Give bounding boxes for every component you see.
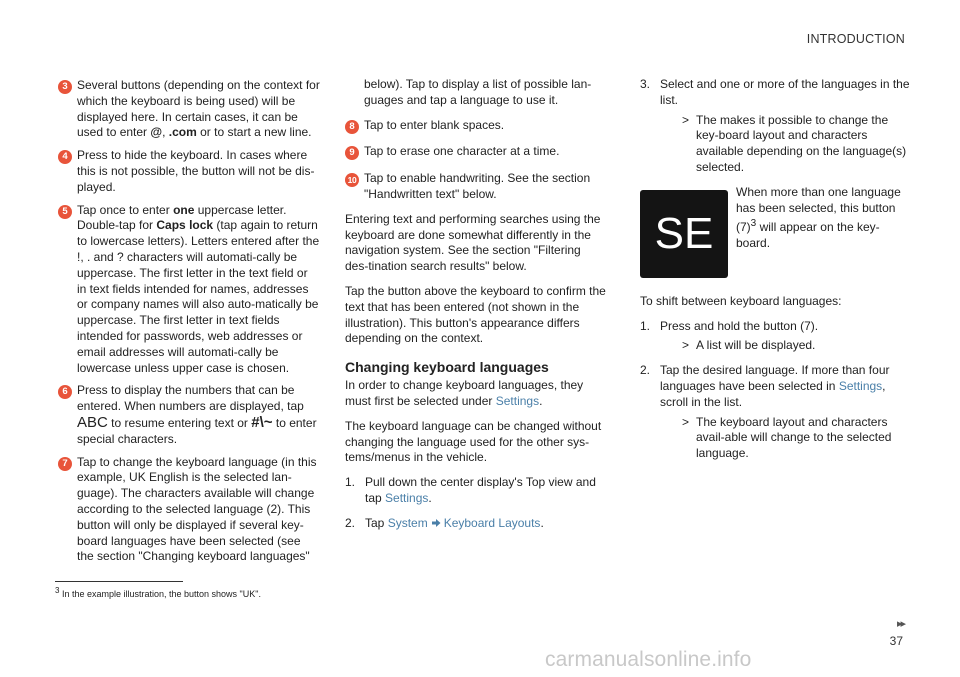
shift-step-1-result: > A list will be displayed. <box>682 338 816 353</box>
shift-step-1: 1. Press and hold the button (7). > A list will be displayed. <box>640 319 910 355</box>
callout-item-8: 8 Tap to enter blank spaces. <box>345 118 607 134</box>
step-3: 3. Select and one or more of the languages in the list. > The makes it possible to change the key-board layout and characters available depending on the language(s) selected. <box>640 77 910 174</box>
keyboard-layouts-link[interactable]: Keyboard Layouts <box>443 515 541 530</box>
callout-item-9: 9 Tap to erase one character at a time. <box>345 144 607 160</box>
callout-item-5: 5 Tap once to enter one uppercase letter. Double-tap for Caps lock (tap again to return to lowercase letters). Letters entered after the !, . and ? characters will automati-cally be uppercase. The first letter in the text field or in text fields intended for names, addresses or company names will also auto-matically be uppercase. The first letter in text fields intended for passwords, web addresses or email addresses will automati-cally be lowercase unless upper case is chosen. <box>58 203 320 377</box>
callout-badge-10: 10 <box>345 173 359 187</box>
section-header: INTRODUCTION <box>806 32 905 46</box>
callout-item-7-continued: below). Tap to display a list of possible lan-guages and tap a language to use it. <box>364 77 592 107</box>
callout-badge-6: 6 <box>58 385 72 399</box>
next-page-icon[interactable]: ▸▸ <box>896 618 904 630</box>
callout-badge-3: 3 <box>58 80 72 94</box>
callout-badge-8: 8 <box>345 120 359 134</box>
shift-step-2-result: > The keyboard layout and characters avail-able will change to the selected language. <box>682 414 892 461</box>
settings-link[interactable]: Settings <box>385 490 429 505</box>
column-right <box>640 77 910 471</box>
settings-link[interactable]: Settings <box>838 378 883 393</box>
footnote-divider <box>55 581 183 582</box>
language-button-caption: When more than one language has been selected, this button $(7)^3$ will appear on the key-board. <box>736 184 901 251</box>
shift-step-2: 2. Tap the desired language. If more than four languages have been selected in Settings, scroll in the list. > The keyboard layout and characters avail-able will change to the selected language. <box>640 363 910 462</box>
callout-badge-7: 7 <box>58 457 72 471</box>
callout-badge-4: 4 <box>58 150 72 164</box>
abc-key-glyph: ABC <box>77 413 108 431</box>
callout-badge-9: 9 <box>345 146 359 160</box>
page-number: 37 <box>889 634 903 648</box>
system-link[interactable]: System <box>387 515 428 530</box>
paragraph-navigation-search: Entering text and performing searches using the keyboard are done somewhat differently in the navigation system. See the section "Filtering des-tination search results" below. <box>345 211 601 274</box>
step-1: 1. Pull down the center display's Top view and tap Settings. <box>345 475 596 505</box>
column-left <box>58 78 320 572</box>
language-button-illustration <box>640 185 910 278</box>
callout-item-6: 6 Press to display the numbers that can be entered. When numbers are displayed, tap ABC to resume entering text or #\~ to enter special characters. <box>58 383 320 447</box>
step-2: 2. Tap System Keyboard Layouts. <box>345 515 544 530</box>
language-button-se: SE <box>640 190 728 278</box>
callout-item-7: 7 Tap to change the keyboard language (in this example, UK English is the selected lan-guage). The characters available will change according to the selected language (2). This button will only be displayed if several key-board languages have been selected (see the section "Changing keyboard languages" <box>58 455 320 566</box>
callout-item-3: 3 Several buttons (depending on the context for which the keyboard is being used) will be displayed here. In certain cases, it can be used to enter @, .com or to start a new line. <box>58 78 320 141</box>
column-middle <box>345 77 607 541</box>
section-heading: Changing keyboard languages <box>345 359 549 376</box>
paragraph-confirm-button: Tap the button above the keyboard to confirm the text that has been entered (not shown in the illustration). This button's appearance differs depending on the context. <box>345 283 606 346</box>
callout-item-10: 10 Tap to enable handwriting. See the section "Handwritten text" below. <box>345 171 607 203</box>
paragraph-select-languages: In order to change keyboard languages, they must first be selected under Settings. <box>345 378 584 408</box>
settings-link[interactable]: Settings <box>495 393 540 408</box>
callout-item-4: 4 Press to hide the keyboard. In cases where this is not possible, the button will not be dis-played. <box>58 148 320 195</box>
step-3-result: > The makes it possible to change the key-board layout and characters available depending on the language(s) selected. <box>682 112 907 174</box>
paragraph-language-independent: The keyboard language can be changed without changing the language used for the other sys-tems/menus in the vehicle. <box>345 418 602 465</box>
watermark: carmanualsonline.info <box>545 648 752 671</box>
paragraph-shift-intro: To shift between keyboard languages: <box>640 293 842 308</box>
arrow-right-icon <box>431 518 441 528</box>
symbols-key-glyph: #\~ <box>251 413 273 431</box>
callout-badge-5: 5 <box>58 205 72 219</box>
footnote: $^3$ In the example illustration, the button shows "UK". <box>55 586 261 599</box>
footnote-ref: 3 <box>750 218 757 230</box>
